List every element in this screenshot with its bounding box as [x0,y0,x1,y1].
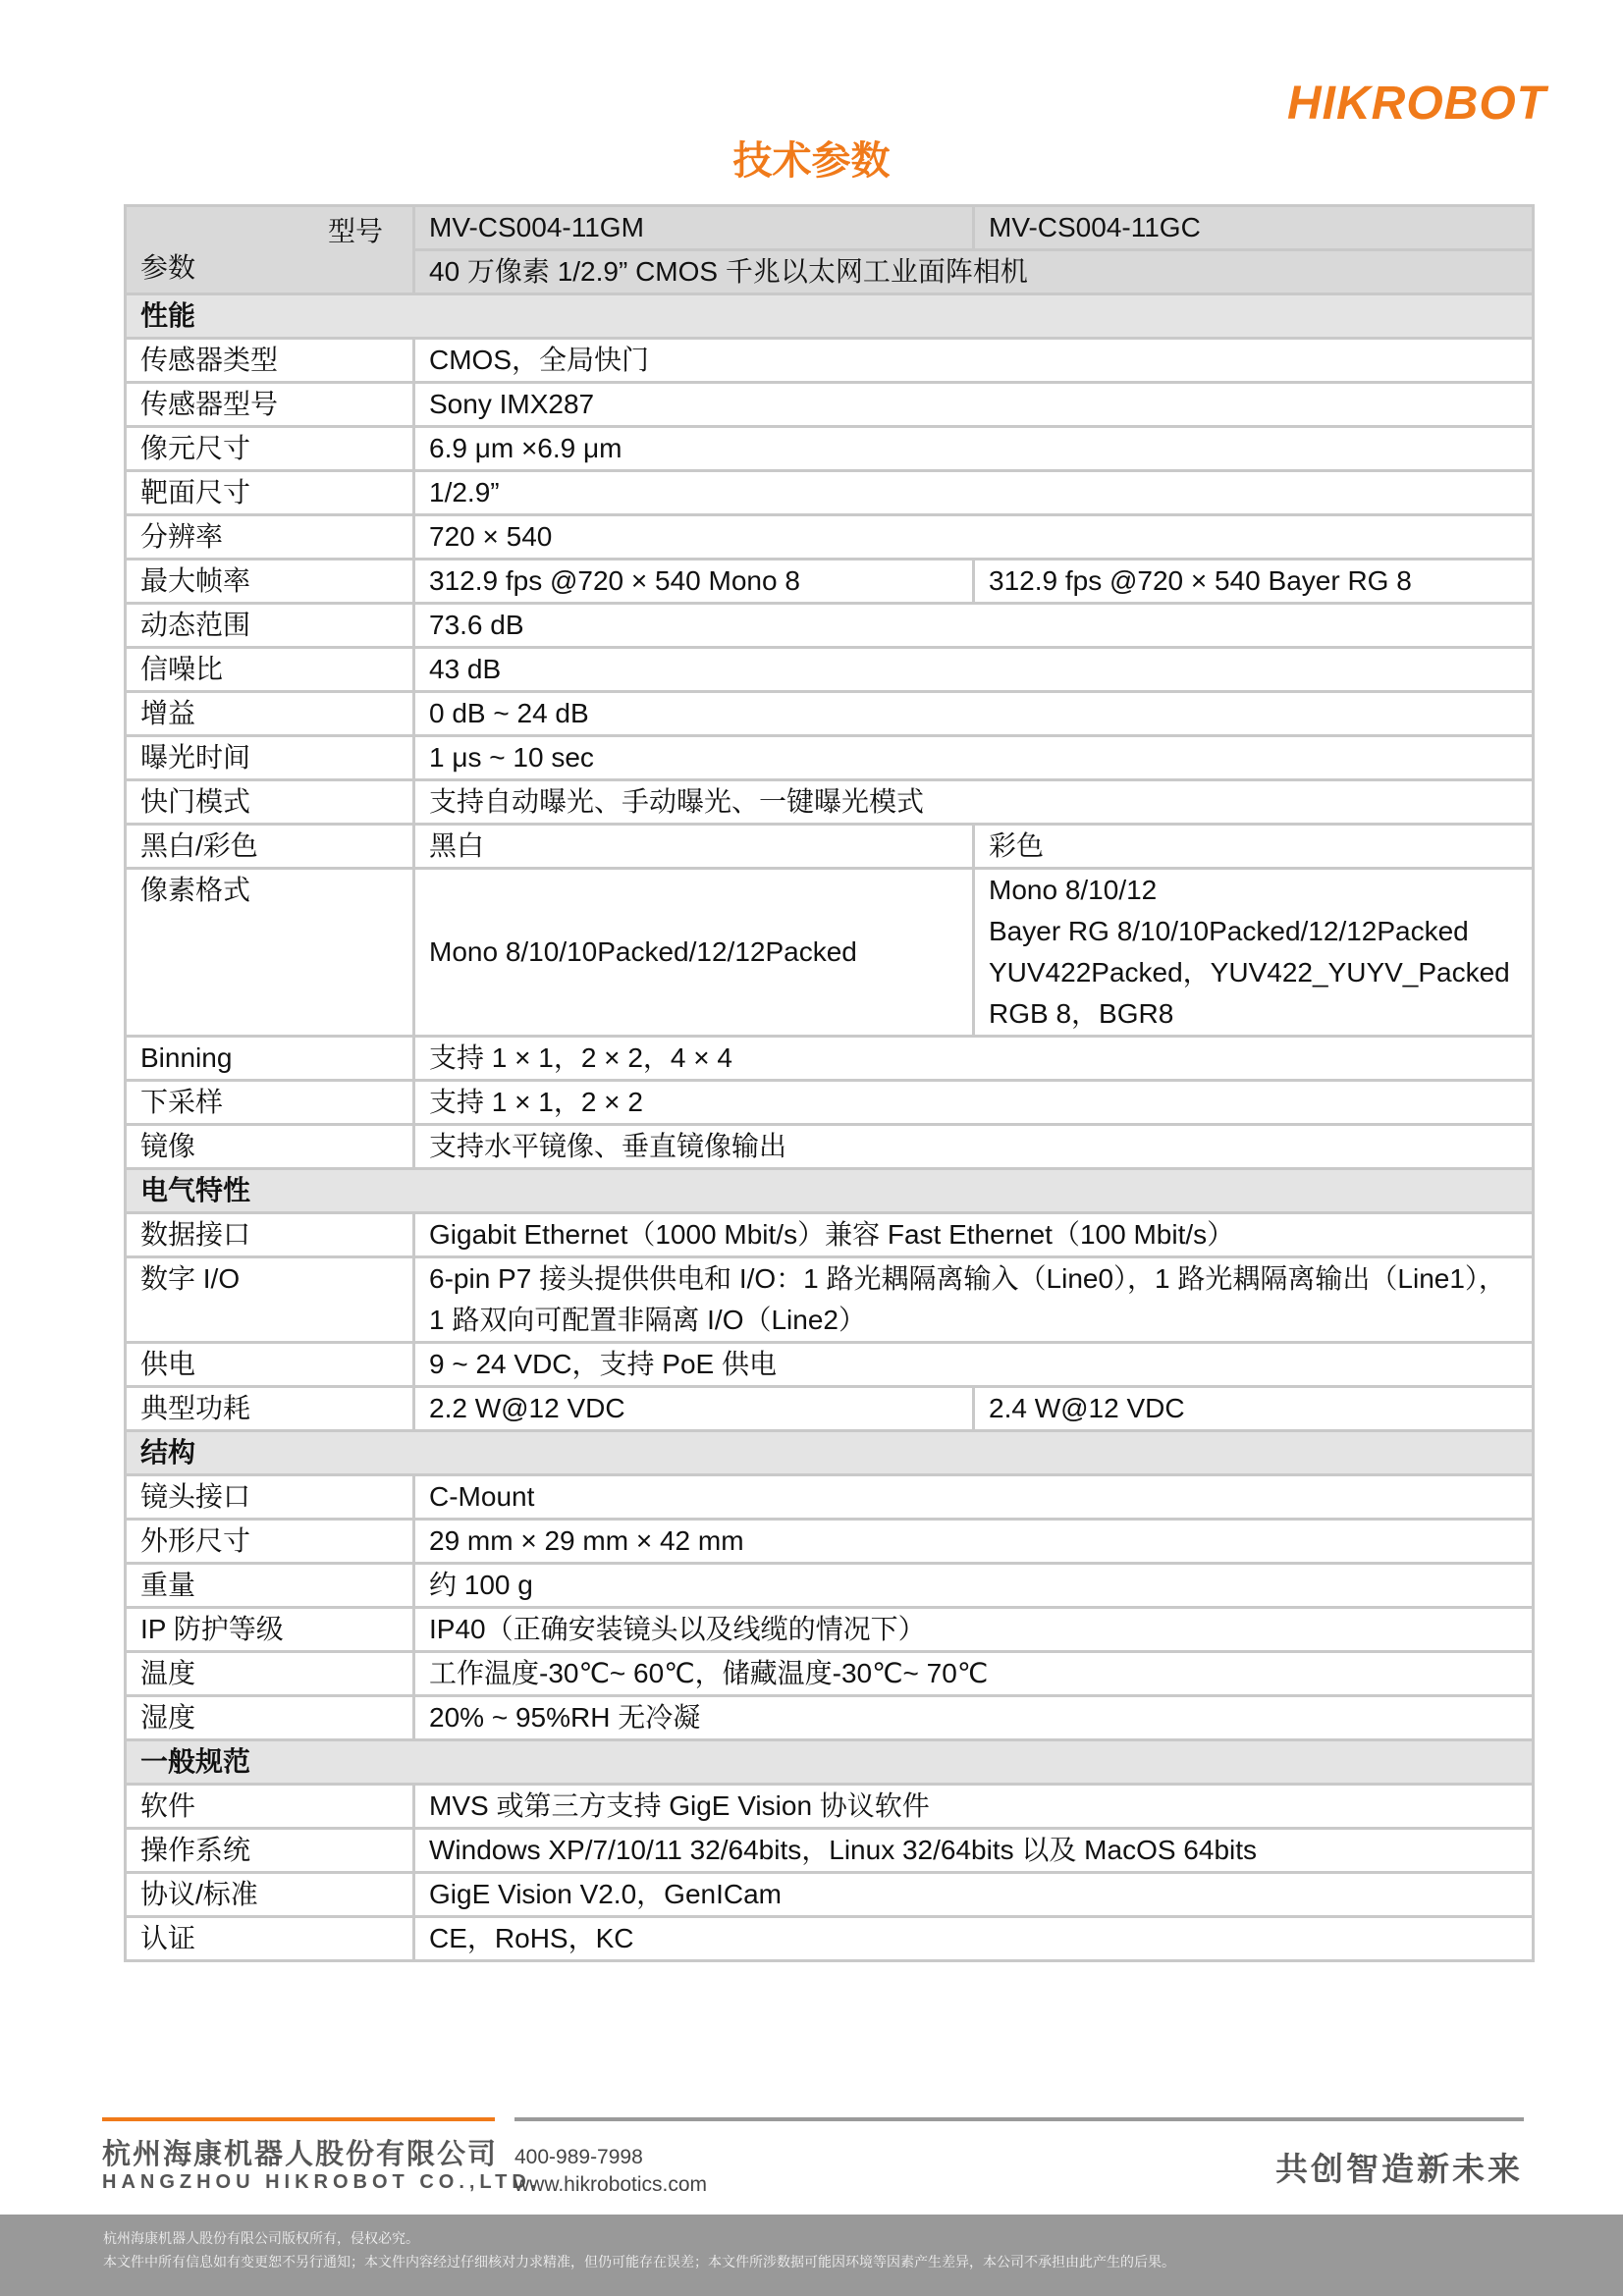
row-value: 720 × 540 [414,515,1534,560]
row-label: 最大帧率 [126,560,414,604]
row-label: 增益 [126,692,414,736]
table-row [126,1608,1534,1652]
row-value: 9 ~ 24 VDC，支持 PoE 供电 [414,1343,1534,1387]
row-label: 外形尺寸 [126,1520,414,1564]
row-label: 下采样 [126,1081,414,1125]
row-value: 约 100 g [414,1564,1534,1608]
section-row [126,1431,1534,1475]
slogan: 共创智造新未来 [1275,2150,1523,2188]
row-value: 1/2.9” [414,471,1534,515]
table-row [126,1475,1534,1520]
section-electrical: 电气特性 [126,1169,1534,1213]
row-label: 传感器型号 [126,383,414,427]
table-row [126,1081,1534,1125]
camera-description: 40 万像素 1/2.9” CMOS 千兆以太网工业面阵相机 [414,250,1534,294]
row-value: MVS 或第三方支持 GigE Vision 协议软件 [414,1785,1534,1829]
row-value: 支持 1 × 1，2 × 2，4 × 4 [414,1037,1534,1081]
table-row [126,869,1534,1037]
table-row [126,1785,1534,1829]
row-value: IP40（正确安装镜头以及线缆的情况下） [414,1608,1534,1652]
section-row [126,1169,1534,1213]
diagonal-header-cell [126,206,414,294]
digital-io-line: 1 路双向可配置非隔离 I/O（Line2） [429,1305,866,1335]
row-value: C-Mount [414,1475,1534,1520]
page-title: 技术参数 [732,138,891,184]
row-label: 像素格式 [126,869,414,1037]
row-label: 镜头接口 [126,1475,414,1520]
pixel-format-line: Mono 8/10/12 [989,875,1158,905]
row-value: 0 dB ~ 24 dB [414,692,1534,736]
row-label: 操作系统 [126,1829,414,1873]
footer-divider-orange [102,2117,495,2121]
row-label: 数据接口 [126,1213,414,1257]
row-value: 43 dB [414,648,1534,692]
table-row [126,1213,1534,1257]
row-label: 动态范围 [126,604,414,648]
footer-divider-gray [514,2117,1524,2121]
row-label: 重量 [126,1564,414,1608]
row-value: 20% ~ 95%RH 无冷凝 [414,1696,1534,1740]
row-value-mono: 2.2 W@12 VDC [414,1387,974,1431]
row-value: Sony IMX287 [414,383,1534,427]
row-value: 支持水平镜像、垂直镜像输出 [414,1125,1534,1169]
table-row [126,1125,1534,1169]
pixel-format-line: Bayer RG 8/10/10Packed/12/12Packed [989,916,1469,946]
row-value: CMOS，全局快门 [414,339,1534,383]
table-row [126,1873,1534,1917]
row-value: 6.9 μm ×6.9 μm [414,427,1534,471]
table-header-row [126,206,1534,250]
row-value-mono: 黑白 [414,825,974,869]
hikrobot-logo: HIKROBOT [1287,78,1546,130]
row-label: 分辨率 [126,515,414,560]
table-row [126,1829,1534,1873]
row-value: 支持自动曝光、手动曝光、一键曝光模式 [414,780,1534,825]
company-name-en: HANGZHOU HIKROBOT CO.,LTD. [102,2171,542,2193]
row-value-color: 312.9 fps @720 × 540 Bayer RG 8 [974,560,1534,604]
row-value: 29 mm × 29 mm × 42 mm [414,1520,1534,1564]
disclaimer-text: 本文件中所有信息如有变更恕不另行通知；本文件内容经过仔细核对力求精准，但仍可能存在误差；本文件所涉数据可能因环境等因素产生差异，本公司不承担由此产生的后果。 [103,2255,1175,2270]
row-label: IP 防护等级 [126,1608,414,1652]
row-label: 典型功耗 [126,1387,414,1431]
table-row [126,1564,1534,1608]
row-label: Binning [126,1037,414,1081]
model-label: 型号 [327,216,383,246]
row-value: 73.6 dB [414,604,1534,648]
section-structure: 结构 [126,1431,1534,1475]
section-row [126,294,1534,339]
table-row [126,736,1534,780]
param-label: 参数 [140,252,196,283]
row-value-color: 2.4 W@12 VDC [974,1387,1534,1431]
row-label: 认证 [126,1917,414,1961]
table-row [126,1257,1534,1343]
table-row [126,825,1534,869]
section-row [126,1740,1534,1785]
table-row [126,515,1534,560]
row-label: 靶面尺寸 [126,471,414,515]
spec-table [124,204,1535,1962]
row-value-mono: Mono 8/10/10Packed/12/12Packed [414,869,974,1037]
row-value: CE，RoHS，KC [414,1917,1534,1961]
row-label: 信噪比 [126,648,414,692]
section-performance: 性能 [126,294,1534,339]
model-color: MV-CS004-11GC [974,206,1534,250]
row-label: 像元尺寸 [126,427,414,471]
row-label: 镜像 [126,1125,414,1169]
digital-io-value [414,1257,1534,1343]
pixel-format-line: RGB 8，BGR8 [989,998,1174,1029]
table-row [126,648,1534,692]
copyright-notice: 杭州海康机器人股份有限公司版权所有，侵权必究。 [103,2231,419,2247]
table-row [126,780,1534,825]
row-label: 传感器类型 [126,339,414,383]
table-row [126,1343,1534,1387]
row-value: GigE Vision V2.0，GenICam [414,1873,1534,1917]
pixel-format-color-list [974,869,1534,1037]
website-link[interactable]: www.hikrobotics.com [514,2173,708,2196]
table-row [126,471,1534,515]
table-row [126,427,1534,471]
table-row [126,1387,1534,1431]
row-label: 曝光时间 [126,736,414,780]
row-value: 工作温度-30℃~ 60℃，储藏温度-30℃~ 70℃ [414,1652,1534,1696]
row-label: 供电 [126,1343,414,1387]
row-label: 温度 [126,1652,414,1696]
table-row [126,383,1534,427]
table-row [126,604,1534,648]
row-value-color: 彩色 [974,825,1534,869]
row-value: 支持 1 × 1，2 × 2 [414,1081,1534,1125]
table-row [126,1917,1534,1961]
row-value: Gigabit Ethernet（1000 Mbit/s）兼容 Fast Ethernet（100 Mbit/s） [414,1213,1534,1257]
row-label: 数字 I/O [126,1257,414,1343]
section-general: 一般规范 [126,1740,1534,1785]
digital-io-line: 6-pin P7 接头提供供电和 I/O：1 路光耦隔离输入（Line0），1 路光耦隔离输出（Line1）， [429,1263,1506,1294]
table-row [126,1652,1534,1696]
table-row [126,560,1534,604]
row-value: Windows XP/7/10/11 32/64bits，Linux 32/64bits 以及 MacOS 64bits [414,1829,1534,1873]
table-row [126,1520,1534,1564]
row-label: 软件 [126,1785,414,1829]
company-name-cn: 杭州海康机器人股份有限公司 [102,2137,499,2170]
table-row [126,692,1534,736]
table-row [126,1037,1534,1081]
table-row [126,1696,1534,1740]
row-value: 1 μs ~ 10 sec [414,736,1534,780]
row-label: 黑白/彩色 [126,825,414,869]
table-row [126,339,1534,383]
pixel-format-line: YUV422Packed，YUV422_YUYV_Packed [989,957,1510,988]
row-value-mono: 312.9 fps @720 × 540 Mono 8 [414,560,974,604]
row-label: 湿度 [126,1696,414,1740]
model-mono: MV-CS004-11GM [414,206,974,250]
phone-number: 400-989-7998 [514,2146,643,2168]
row-label: 快门模式 [126,780,414,825]
row-label: 协议/标准 [126,1873,414,1917]
